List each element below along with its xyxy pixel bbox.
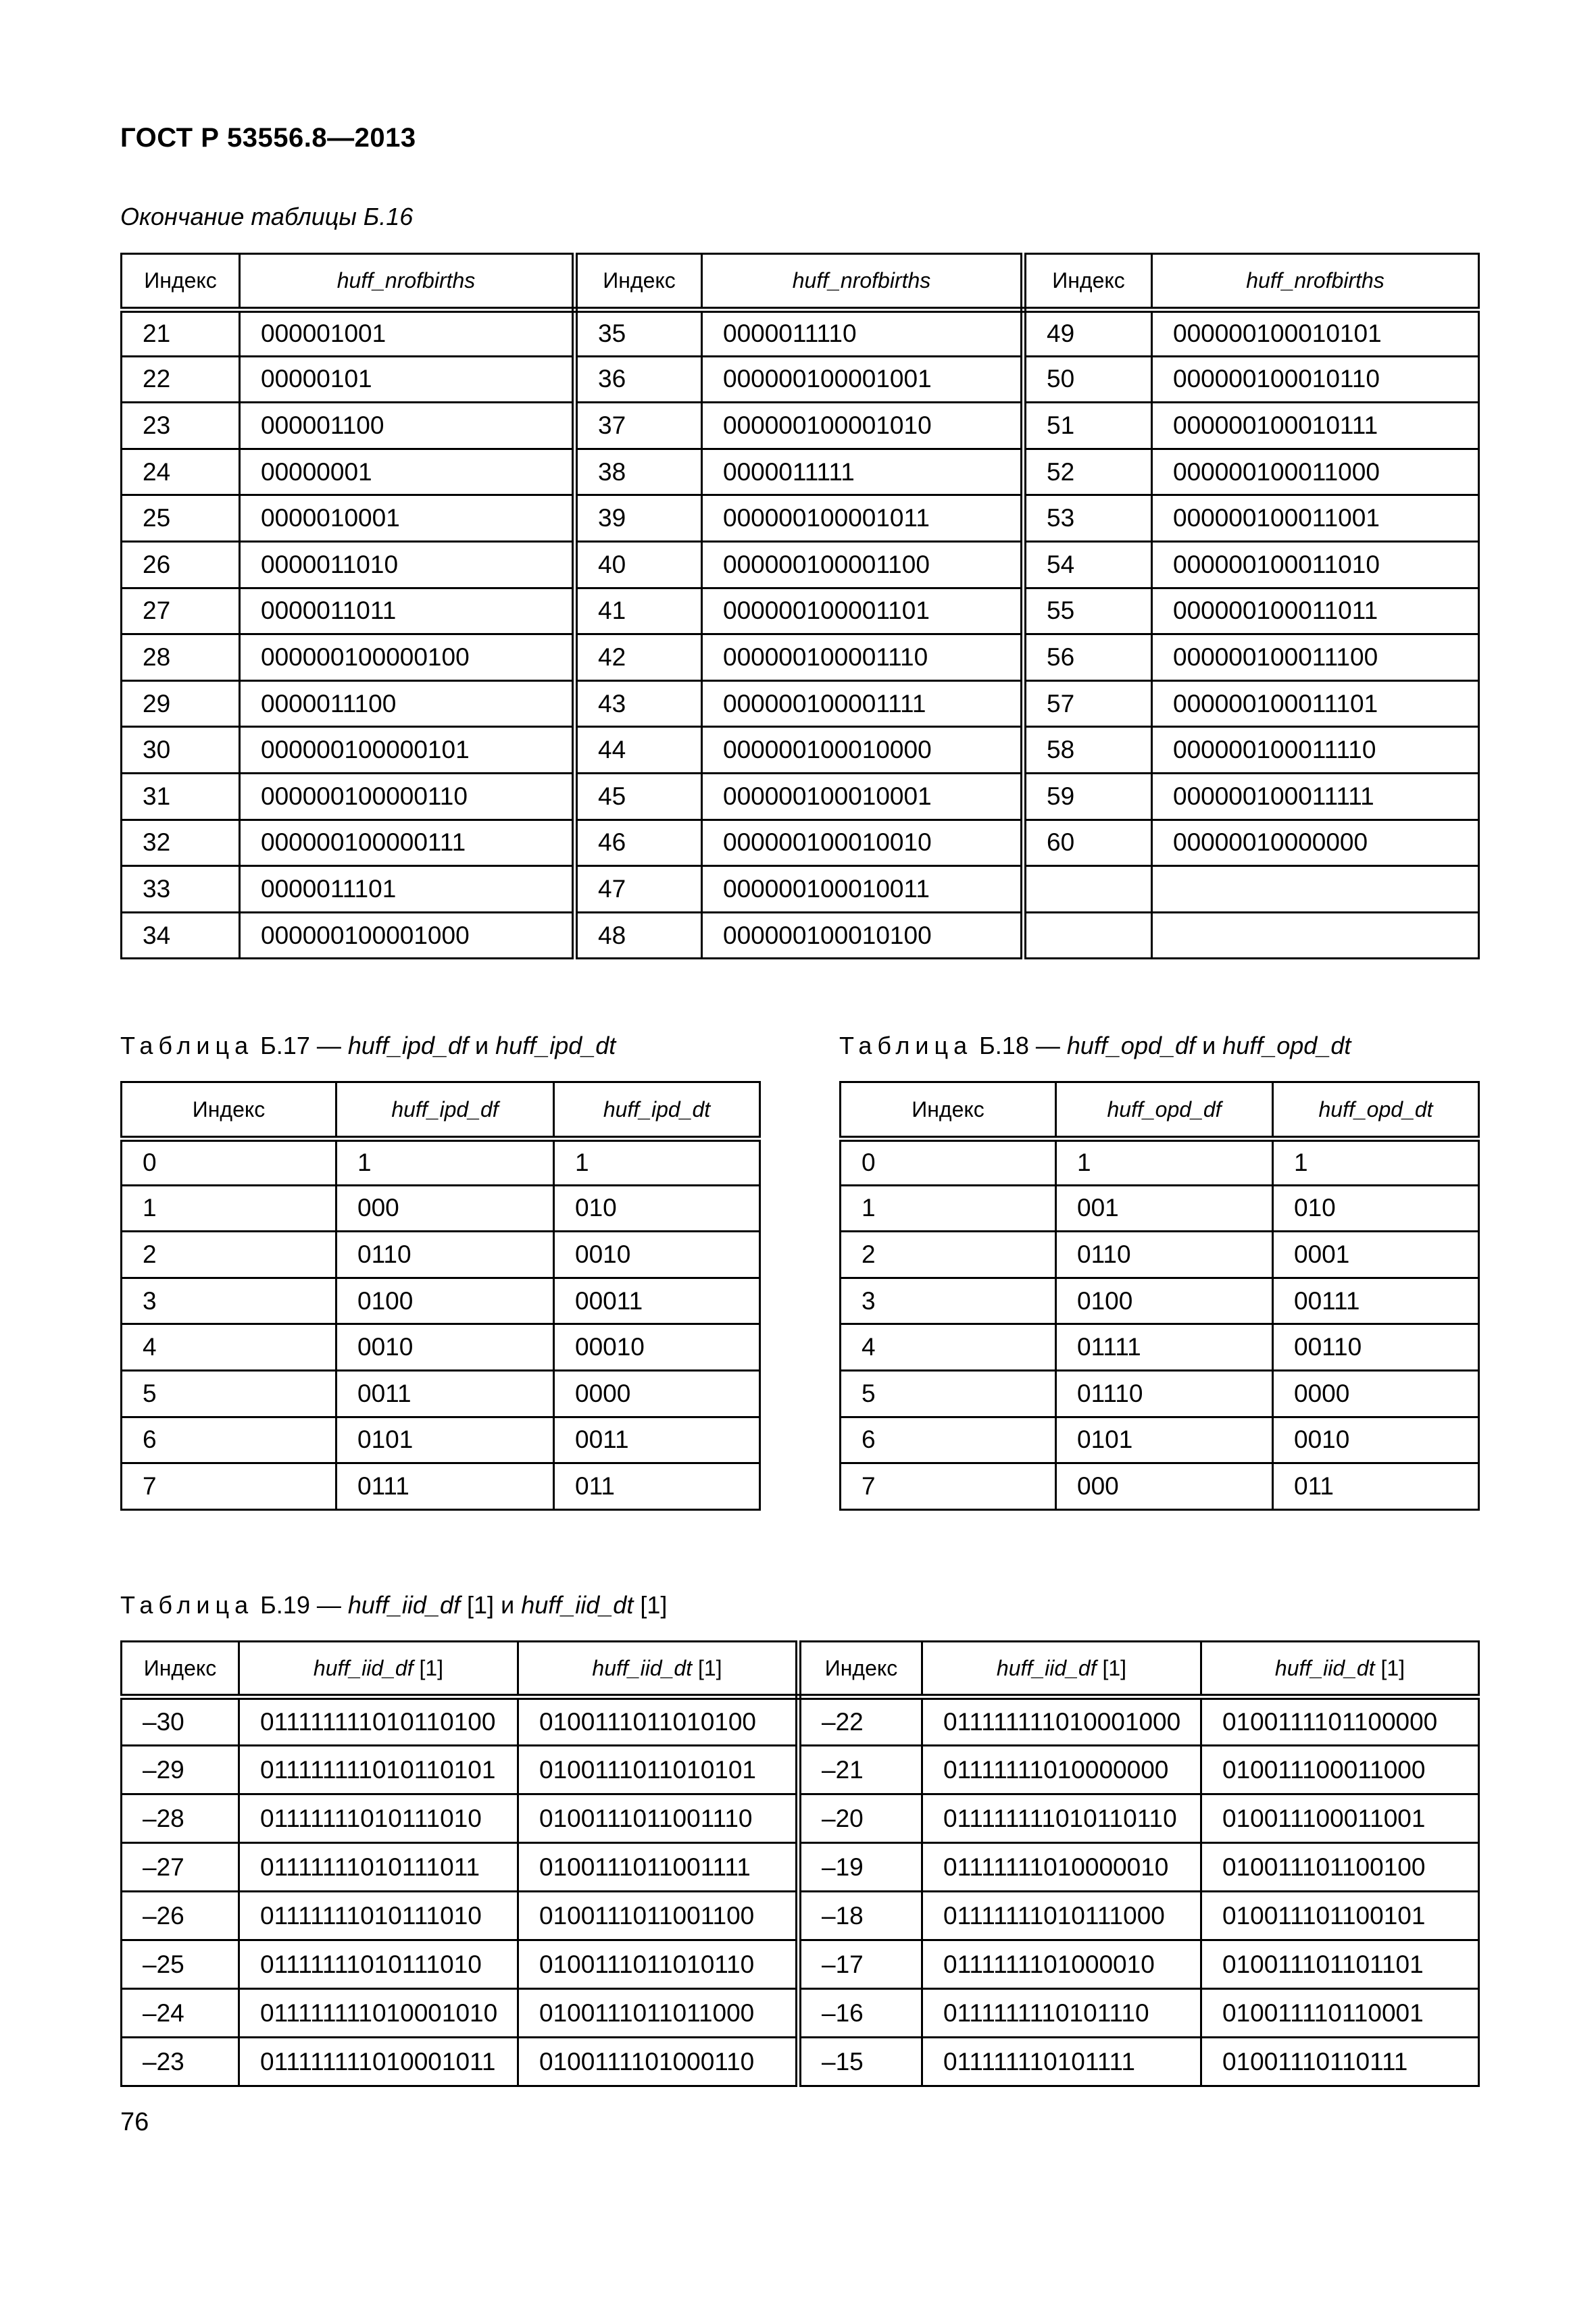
index-cell: 56 <box>1024 634 1152 681</box>
table-b17 <box>120 1081 761 1511</box>
index-cell: 52 <box>1024 449 1152 495</box>
table-row <box>122 1139 760 1186</box>
dt-cell: 00010 <box>554 1324 760 1371</box>
index-cell: 44 <box>575 727 702 774</box>
table-row <box>122 1746 1479 1794</box>
index-cell: 40 <box>575 541 702 588</box>
df-cell: 011111111010001010 <box>239 1989 518 2038</box>
code-cell: 00000101 <box>240 356 575 403</box>
table-row <box>841 1185 1479 1232</box>
index-cell: 4 <box>122 1324 336 1371</box>
df-cell: 0010 <box>336 1324 554 1371</box>
table-row <box>122 1370 760 1417</box>
index-cell: 1 <box>122 1185 336 1232</box>
table-row <box>122 310 1479 357</box>
dt-cell: 010 <box>554 1185 760 1232</box>
index-cell: 3 <box>841 1278 1056 1324</box>
index-cell: 48 <box>575 912 702 959</box>
table-row <box>122 1185 760 1232</box>
dt-cell: 0011 <box>554 1417 760 1463</box>
code-cell: 000000100011000 <box>1152 449 1479 495</box>
code-cell: 000000100010011 <box>702 866 1024 913</box>
index-cell: 28 <box>122 634 240 681</box>
dt-cell: 0000 <box>554 1370 760 1417</box>
df-cell: 01111 <box>1056 1324 1273 1371</box>
index-cell: 7 <box>122 1463 336 1510</box>
code-cell: 0000011110 <box>702 310 1024 357</box>
index-cell: 59 <box>1024 773 1152 820</box>
code-cell: 0000011011 <box>240 588 575 634</box>
index-cell: –27 <box>122 1843 239 1892</box>
code-cell: 000000100000110 <box>240 773 575 820</box>
code-cell: 000000100011010 <box>1152 541 1479 588</box>
index-cell: 34 <box>122 912 240 959</box>
table-row <box>841 1232 1479 1278</box>
index-cell: 1 <box>841 1185 1056 1232</box>
index-cell: 31 <box>122 773 240 820</box>
index-cell: 7 <box>841 1463 1056 1510</box>
code-cell: 0000011101 <box>240 866 575 913</box>
table-row <box>122 1940 1479 1989</box>
code-cell: 000000100011111 <box>1152 773 1479 820</box>
index-cell: –21 <box>799 1746 922 1794</box>
index-cell: –25 <box>122 1940 239 1989</box>
table-row <box>122 1794 1479 1843</box>
index-cell: –17 <box>799 1940 922 1989</box>
index-cell: 46 <box>575 820 702 866</box>
code-cell: 000000100000111 <box>240 820 575 866</box>
df-cell: 000 <box>336 1185 554 1232</box>
dt-cell: 010011100011000 <box>1201 1746 1479 1794</box>
index-cell: 37 <box>575 403 702 449</box>
dt-cell: 0100111011001111 <box>518 1843 799 1892</box>
t16-header-index-1: Индекс <box>122 254 240 310</box>
index-cell: 58 <box>1024 727 1152 774</box>
index-cell: 57 <box>1024 680 1152 727</box>
dt-cell: 0100111101100000 <box>1201 1697 1479 1746</box>
dt-cell: 0100111011010100 <box>518 1697 799 1746</box>
table-row <box>122 1278 760 1324</box>
df-cell: 0101 <box>336 1417 554 1463</box>
index-cell: 42 <box>575 634 702 681</box>
df-cell: 0111 <box>336 1463 554 1510</box>
table-row <box>122 356 1479 403</box>
index-cell: 47 <box>575 866 702 913</box>
t16-header-index-3: Индекс <box>1024 254 1152 310</box>
df-cell: 01110 <box>1056 1370 1273 1417</box>
code-cell: 000000100001100 <box>702 541 1024 588</box>
table-b19 <box>120 1640 1480 2087</box>
df-cell: 0111111110101110 <box>922 1989 1201 2038</box>
dt-cell: 1 <box>1273 1139 1479 1186</box>
t16-header-code-1: huff_nrofbirths <box>240 254 575 310</box>
index-cell: –29 <box>122 1746 239 1794</box>
df-cell: 1 <box>1056 1139 1273 1186</box>
t19-header-index-1: Индекс <box>122 1642 239 1697</box>
df-cell: 011111111010110100 <box>239 1697 518 1746</box>
table-row <box>122 495 1479 542</box>
index-cell: 53 <box>1024 495 1152 542</box>
table-row <box>122 912 1479 959</box>
table-row <box>122 1463 760 1510</box>
table-row <box>841 1417 1479 1463</box>
code-cell: 000000100000100 <box>240 634 575 681</box>
code-cell: 000000100010111 <box>1152 403 1479 449</box>
index-cell: 51 <box>1024 403 1152 449</box>
index-cell: –24 <box>122 1989 239 2038</box>
table-row <box>122 1892 1479 1940</box>
table-row <box>122 1324 760 1371</box>
code-cell: 000000100001000 <box>240 912 575 959</box>
df-cell: 0110 <box>1056 1232 1273 1278</box>
index-cell: 23 <box>122 403 240 449</box>
code-cell: 000000100011011 <box>1152 588 1479 634</box>
index-cell: 60 <box>1024 820 1152 866</box>
index-cell: 2 <box>122 1232 336 1278</box>
df-cell: 011111111010001000 <box>922 1697 1201 1746</box>
table-row <box>122 820 1479 866</box>
t17-header-index: Индекс <box>122 1082 336 1139</box>
dt-cell: 01001110110111 <box>1201 2038 1479 2086</box>
index-cell: 43 <box>575 680 702 727</box>
index-cell: 5 <box>122 1370 336 1417</box>
df-cell: 000 <box>1056 1463 1273 1510</box>
df-cell: 0111111101000010 <box>922 1940 1201 1989</box>
code-cell: 000000100010001 <box>702 773 1024 820</box>
t16-header-index-2: Индекс <box>575 254 702 310</box>
df-cell: 01111111010111010 <box>239 1940 518 1989</box>
dt-cell: 00111 <box>1273 1278 1479 1324</box>
table-row <box>122 1417 760 1463</box>
index-cell: 27 <box>122 588 240 634</box>
index-cell: 49 <box>1024 310 1152 357</box>
dt-cell: 011 <box>554 1463 760 1510</box>
df-cell: 011111110101111 <box>922 2038 1201 2086</box>
df-cell: 0110 <box>336 1232 554 1278</box>
index-cell: –15 <box>799 2038 922 2086</box>
index-cell: 4 <box>841 1324 1056 1371</box>
t18-header-df: huff_opd_df <box>1056 1082 1273 1139</box>
code-cell: 000000100001110 <box>702 634 1024 681</box>
index-cell: 50 <box>1024 356 1152 403</box>
dt-cell: 0001 <box>1273 1232 1479 1278</box>
table-row <box>122 1989 1479 2038</box>
document-id: ГОСТ Р 53556.8—2013 <box>120 123 416 153</box>
code-cell: 0000011100 <box>240 680 575 727</box>
index-cell: –20 <box>799 1794 922 1843</box>
table-row <box>122 403 1479 449</box>
df-cell: 01111111010000000 <box>922 1746 1201 1794</box>
table-row <box>122 449 1479 495</box>
table18-caption: Таблица Б.18 — huff_opd_df и huff_opd_dt <box>839 1032 1351 1059</box>
index-cell: 39 <box>575 495 702 542</box>
dt-cell: 010011101100100 <box>1201 1843 1479 1892</box>
df-cell: 0101 <box>1056 1417 1273 1463</box>
dt-cell: 010011101101101 <box>1201 1940 1479 1989</box>
t16-header-code-2: huff_nrofbirths <box>702 254 1024 310</box>
table-row <box>841 1139 1479 1186</box>
table19-caption: Таблица Б.19 — huff_iid_df [1] и huff_iid_dt [1] <box>120 1591 668 1619</box>
code-cell: 000000100011110 <box>1152 727 1479 774</box>
code-cell: 000000100011001 <box>1152 495 1479 542</box>
table-row <box>122 866 1479 913</box>
table-row <box>122 2038 1479 2086</box>
code-cell: 00000001 <box>240 449 575 495</box>
code-cell: 000000100010101 <box>1152 310 1479 357</box>
table-row <box>122 773 1479 820</box>
df-cell: 0100 <box>1056 1278 1273 1324</box>
dt-cell: 0010 <box>1273 1417 1479 1463</box>
df-cell: 1 <box>336 1139 554 1186</box>
table-row <box>122 541 1479 588</box>
table-row <box>122 588 1479 634</box>
page-number: 76 <box>120 2108 149 2136</box>
t19-header-dt-1: huff_iid_dt [1] <box>518 1642 799 1697</box>
table-row <box>122 1843 1479 1892</box>
table-row <box>122 727 1479 774</box>
dt-cell: 0010 <box>554 1232 760 1278</box>
index-cell: 25 <box>122 495 240 542</box>
df-cell: 011111111010110110 <box>922 1794 1201 1843</box>
dt-cell: 011 <box>1273 1463 1479 1510</box>
index-cell: 35 <box>575 310 702 357</box>
t16-header-code-3: huff_nrofbirths <box>1152 254 1479 310</box>
index-cell: 5 <box>841 1370 1056 1417</box>
code-cell: 000000100010000 <box>702 727 1024 774</box>
index-cell: 36 <box>575 356 702 403</box>
df-cell: 0011 <box>336 1370 554 1417</box>
code-cell <box>1152 912 1479 959</box>
dt-cell: 0100111011010110 <box>518 1940 799 1989</box>
table-row <box>122 1232 760 1278</box>
index-cell: 21 <box>122 310 240 357</box>
code-cell: 000000100001101 <box>702 588 1024 634</box>
dt-cell: 010011101100101 <box>1201 1892 1479 1940</box>
t19-header-index-2: Индекс <box>799 1642 922 1697</box>
df-cell: 01111111010000010 <box>922 1843 1201 1892</box>
index-cell: 22 <box>122 356 240 403</box>
t17-header-dt: huff_ipd_dt <box>554 1082 760 1139</box>
index-cell: –28 <box>122 1794 239 1843</box>
index-cell: 38 <box>575 449 702 495</box>
table-row <box>841 1370 1479 1417</box>
t18-header-dt: huff_opd_dt <box>1273 1082 1479 1139</box>
index-cell: 24 <box>122 449 240 495</box>
index-cell: –23 <box>122 2038 239 2086</box>
code-cell: 000000100001001 <box>702 356 1024 403</box>
code-cell: 0000010001 <box>240 495 575 542</box>
t17-header-df: huff_ipd_df <box>336 1082 554 1139</box>
index-cell: 6 <box>841 1417 1056 1463</box>
df-cell: 01111111010111010 <box>239 1794 518 1843</box>
table-row <box>122 634 1479 681</box>
code-cell: 000000100010010 <box>702 820 1024 866</box>
index-cell: 3 <box>122 1278 336 1324</box>
table-b16 <box>120 253 1480 959</box>
dt-cell: 010011110110001 <box>1201 1989 1479 2038</box>
index-cell: –19 <box>799 1843 922 1892</box>
df-cell: 011111111010110101 <box>239 1746 518 1794</box>
df-cell: 01111111010111000 <box>922 1892 1201 1940</box>
df-cell: 01111111010111010 <box>239 1892 518 1940</box>
index-cell: 41 <box>575 588 702 634</box>
index-cell: 0 <box>841 1139 1056 1186</box>
code-cell: 000000100001111 <box>702 680 1024 727</box>
code-cell: 000000100001011 <box>702 495 1024 542</box>
dt-cell: 010011100011001 <box>1201 1794 1479 1843</box>
index-cell <box>1024 912 1152 959</box>
table17-caption: Таблица Б.17 — huff_ipd_df и huff_ipd_dt <box>120 1032 616 1059</box>
index-cell: 33 <box>122 866 240 913</box>
index-cell: –26 <box>122 1892 239 1940</box>
index-cell: 32 <box>122 820 240 866</box>
table-row <box>122 1697 1479 1746</box>
index-cell: 2 <box>841 1232 1056 1278</box>
index-cell: 29 <box>122 680 240 727</box>
index-cell: –18 <box>799 1892 922 1940</box>
t18-header-index: Индекс <box>841 1082 1056 1139</box>
index-cell: 6 <box>122 1417 336 1463</box>
index-cell: –22 <box>799 1697 922 1746</box>
code-cell: 000000100010100 <box>702 912 1024 959</box>
code-cell: 000000100000101 <box>240 727 575 774</box>
df-cell: 001 <box>1056 1185 1273 1232</box>
table-row <box>841 1463 1479 1510</box>
table-b18 <box>839 1081 1480 1511</box>
table-row <box>841 1324 1479 1371</box>
df-cell: 01111111010111011 <box>239 1843 518 1892</box>
index-cell: –30 <box>122 1697 239 1746</box>
dt-cell: 00011 <box>554 1278 760 1324</box>
index-cell: 26 <box>122 541 240 588</box>
code-cell: 000000100001010 <box>702 403 1024 449</box>
t19-header-df-1: huff_iid_df [1] <box>239 1642 518 1697</box>
code-cell: 00000010000000 <box>1152 820 1479 866</box>
t19-header-dt-2: huff_iid_dt [1] <box>1201 1642 1479 1697</box>
dt-cell: 0100111101000110 <box>518 2038 799 2086</box>
code-cell: 000001100 <box>240 403 575 449</box>
dt-cell: 0100111011010101 <box>518 1746 799 1794</box>
dt-cell: 0100111011001100 <box>518 1892 799 1940</box>
code-cell: 0000011111 <box>702 449 1024 495</box>
index-cell: 0 <box>122 1139 336 1186</box>
index-cell: 30 <box>122 727 240 774</box>
dt-cell: 00110 <box>1273 1324 1479 1371</box>
index-cell: 55 <box>1024 588 1152 634</box>
code-cell <box>1152 866 1479 913</box>
t19-header-df-2: huff_iid_df [1] <box>922 1642 1201 1697</box>
index-cell: 45 <box>575 773 702 820</box>
dt-cell: 0100111011011000 <box>518 1989 799 2038</box>
code-cell: 0000011010 <box>240 541 575 588</box>
code-cell: 000000100011101 <box>1152 680 1479 727</box>
dt-cell: 0000 <box>1273 1370 1479 1417</box>
code-cell: 000000100010110 <box>1152 356 1479 403</box>
dt-cell: 0100111011001110 <box>518 1794 799 1843</box>
table-row <box>122 680 1479 727</box>
dt-cell: 010 <box>1273 1185 1479 1232</box>
dt-cell: 1 <box>554 1139 760 1186</box>
index-cell <box>1024 866 1152 913</box>
index-cell: 54 <box>1024 541 1152 588</box>
df-cell: 011111111010001011 <box>239 2038 518 2086</box>
code-cell: 000000100011100 <box>1152 634 1479 681</box>
table-row <box>841 1278 1479 1324</box>
table16-caption: Окончание таблицы Б.16 <box>120 203 414 230</box>
index-cell: –16 <box>799 1989 922 2038</box>
code-cell: 000001001 <box>240 310 575 357</box>
df-cell: 0100 <box>336 1278 554 1324</box>
